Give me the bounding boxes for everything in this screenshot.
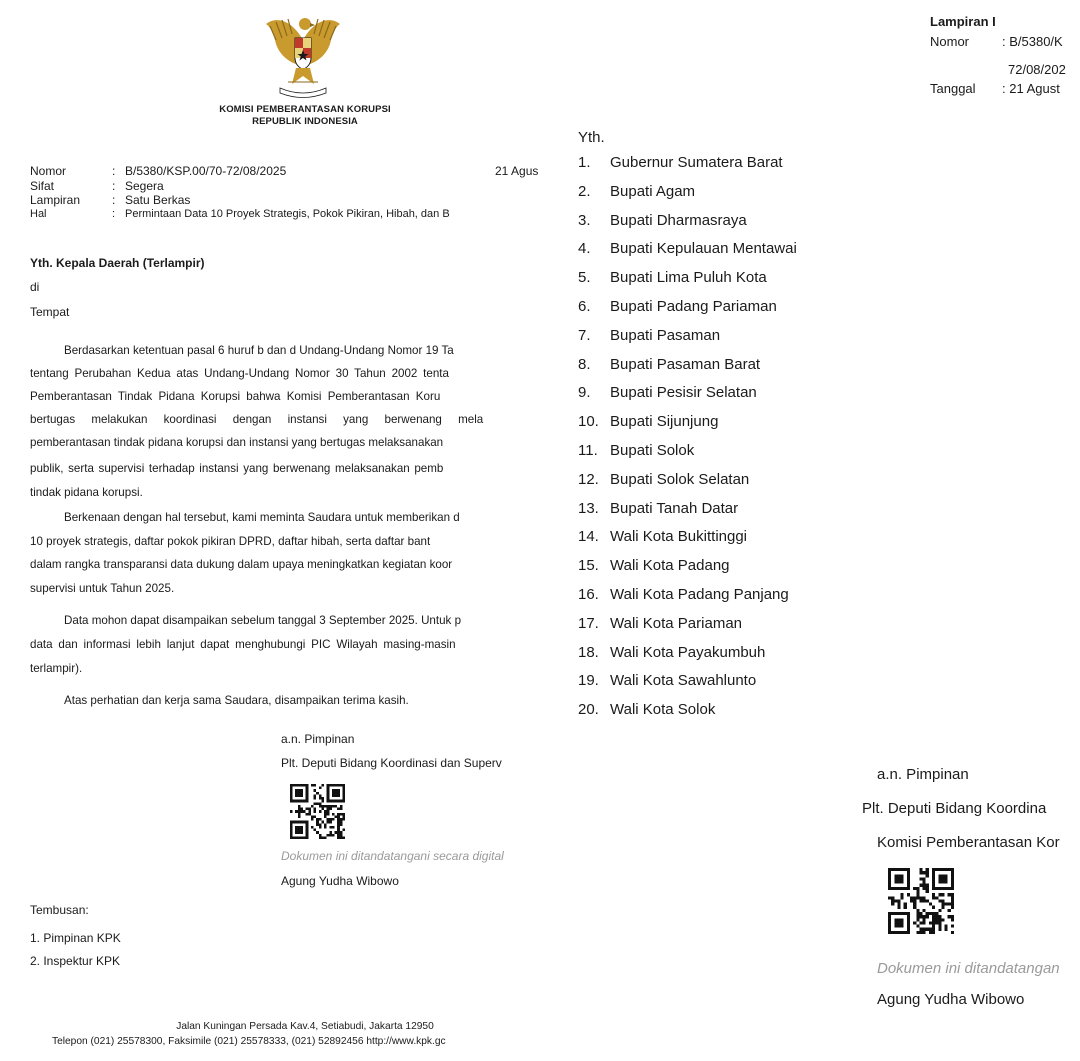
meta-value: Segera bbox=[125, 179, 164, 193]
footer-contact: Telepon (021) 25578300, Faksimile (021) 25578333, (021) 52892456 http://www.kpk.gc bbox=[52, 1036, 446, 1047]
list-item bbox=[578, 154, 783, 171]
footer-address: Jalan Kuningan Persada Kav.4, Setiabudi, Jakarta 12950 bbox=[176, 1021, 434, 1032]
list-item-number: 13. bbox=[578, 499, 599, 517]
list-item bbox=[578, 701, 715, 718]
list-item bbox=[578, 615, 742, 632]
list-item-name: Bupati Tanah Datar bbox=[610, 499, 739, 517]
cc-title: Tembusan: bbox=[30, 903, 89, 917]
letter-date: 21 Agus bbox=[495, 164, 539, 178]
para2-line: Berkenaan dengan hal tersebut, kami meminta Saudara untuk memberikan d bbox=[64, 511, 460, 524]
para1-line: Pemberantasan Tindak Pidana Korupsi bahwa Komisi Pemberantasan Koru bbox=[30, 390, 441, 403]
list-item bbox=[578, 240, 797, 257]
recipient-di: di bbox=[30, 280, 40, 294]
sig-position: Plt. Deputi Bidang Koordina bbox=[862, 800, 1047, 817]
list-item-number: 17. bbox=[578, 614, 599, 632]
meta-value: Permintaan Data 10 Proyek Strategis, Pokok Pikiran, Hibah, dan B bbox=[125, 208, 450, 220]
attachment-nomor-label: Nomor bbox=[930, 34, 970, 49]
list-item-number: 5. bbox=[578, 269, 591, 287]
list-item-number: 7. bbox=[578, 326, 591, 344]
page-divider bbox=[540, 0, 548, 1061]
sig-position: Plt. Deputi Bidang Koordinasi dan Superv bbox=[281, 756, 502, 770]
list-item-name: Bupati Pesisir Selatan bbox=[610, 384, 757, 402]
recipient-tempat: Tempat bbox=[30, 305, 70, 319]
list-item-number: 11. bbox=[578, 442, 598, 459]
list-item-name: Bupati Dharmasraya bbox=[610, 211, 747, 229]
para3-line: Data mohon dapat disampaikan sebelum tanggal 3 September 2025. Untuk p bbox=[64, 614, 462, 627]
list-item bbox=[578, 212, 747, 229]
list-item bbox=[578, 269, 767, 286]
list-item-name: Bupati Sijunjung bbox=[610, 413, 719, 431]
meta-value: Satu Berkas bbox=[125, 193, 191, 207]
list-item bbox=[578, 413, 718, 430]
meta-value: B/5380/KSP.00/70-72/08/2025 bbox=[125, 164, 287, 178]
list-item-name: Wali Kota Padang bbox=[610, 557, 730, 575]
qr-code-icon bbox=[888, 868, 954, 934]
list-item-number: 10. bbox=[578, 413, 599, 431]
garuda-emblem-icon bbox=[262, 10, 344, 100]
para1-line: bertugas melakukan koordinasi dengan instansi yang berwenang mela bbox=[30, 413, 484, 426]
sig-an-pimpinan: a.n. Pimpinan bbox=[877, 766, 969, 783]
meta-label: Lampiran bbox=[30, 193, 81, 207]
sig-an-pimpinan: a.n. Pimpinan bbox=[281, 732, 355, 746]
list-item-name: Bupati Agam bbox=[610, 182, 696, 200]
meta-sep: : bbox=[112, 193, 116, 207]
list-item-number: 1. bbox=[578, 154, 591, 171]
meta-hal bbox=[30, 207, 450, 221]
para1-line: pemberantasan tindak pidana korupsi dan instansi yang bertugas melaksanakan bbox=[30, 436, 444, 449]
list-item-name: Bupati Solok bbox=[610, 442, 695, 459]
para1-line: tentang Perubahan Kedua atas Undang-Undang Nomor 30 Tahun 2002 tenta bbox=[30, 367, 449, 380]
attachment-page bbox=[548, 0, 1080, 1061]
list-item-name: Bupati Kepulauan Mentawai bbox=[610, 240, 797, 258]
org-name-line1: KOMISI PEMBERANTASAN KORUPSI bbox=[219, 104, 391, 115]
digital-signature-note: Dokumen ini ditandatangani secara digital bbox=[281, 849, 504, 863]
sig-institution: Komisi Pemberantasan Kor bbox=[877, 834, 1060, 851]
cc-item: 2. Inspektur KPK bbox=[30, 954, 121, 968]
list-item-number: 12. bbox=[578, 470, 599, 488]
list-item-name: Wali Kota Sawahlunto bbox=[610, 672, 757, 690]
list-item-number: 19. bbox=[578, 672, 599, 690]
attachment-nomor-value2: 72/08/202 bbox=[1008, 62, 1066, 77]
list-item-number: 20. bbox=[578, 701, 599, 719]
list-item-number: 18. bbox=[578, 643, 599, 661]
signer-name: Agung Yudha Wibowo bbox=[877, 991, 1025, 1008]
meta-label: Nomor bbox=[30, 164, 67, 178]
signer-name: Agung Yudha Wibowo bbox=[281, 874, 399, 888]
list-item bbox=[578, 528, 747, 545]
meta-sep: : bbox=[112, 164, 116, 178]
list-item bbox=[578, 557, 730, 574]
meta-sep: : bbox=[112, 208, 116, 220]
para1-line: publik, serta supervisi terhadap instansi yang berwenang melaksanakan pemb bbox=[30, 462, 444, 475]
meta-label: Sifat bbox=[30, 179, 55, 193]
para2-line: dalam rangka transparansi data dukung dalam upaya meningkatkan kegiatan koor bbox=[30, 558, 453, 571]
list-item bbox=[578, 471, 749, 488]
para1-line: Berdasarkan ketentuan pasal 6 huruf b dan d Undang-Undang Nomor 19 Ta bbox=[64, 344, 454, 357]
attachment-nomor-value: : B/5380/K bbox=[1002, 34, 1063, 49]
list-item bbox=[578, 327, 720, 344]
para3-line: terlampir). bbox=[30, 662, 83, 675]
para2-line: 10 proyek strategis, daftar pokok pikiran DPRD, daftar hibah, serta daftar bant bbox=[30, 535, 431, 548]
para4-line: Atas perhatian dan kerja sama Saudara, disampaikan terima kasih. bbox=[64, 694, 409, 707]
meta-lampiran bbox=[30, 193, 190, 207]
meta-sifat bbox=[30, 179, 164, 193]
list-item bbox=[578, 183, 695, 200]
list-item-name: Wali Kota Pariaman bbox=[610, 614, 742, 632]
list-item-number: 3. bbox=[578, 211, 591, 229]
para3-line: data dan informasi lebih lanjut dapat menghubungi PIC Wilayah masing-masin bbox=[30, 638, 456, 651]
para1-line: tindak pidana korupsi. bbox=[30, 486, 143, 499]
qr-code-icon bbox=[290, 784, 345, 839]
org-name-line2: REPUBLIK INDONESIA bbox=[252, 116, 358, 127]
list-item-name: Wali Kota Padang Panjang bbox=[610, 586, 789, 603]
digital-signature-note: Dokumen ini ditandatangan bbox=[877, 960, 1060, 977]
list-item-number: 2. bbox=[578, 182, 591, 200]
list-item bbox=[578, 586, 789, 603]
attachment-tanggal-label: Tanggal bbox=[930, 81, 976, 96]
attachment-title: Lampiran I bbox=[930, 14, 996, 29]
recipient-heading: Yth. Kepala Daerah (Terlampir) bbox=[30, 256, 205, 270]
meta-nomor bbox=[30, 164, 286, 178]
list-item-number: 15. bbox=[578, 557, 599, 575]
list-item bbox=[578, 672, 756, 689]
list-item-name: Bupati Solok Selatan bbox=[610, 470, 750, 488]
list-item bbox=[578, 442, 694, 459]
list-item-number: 8. bbox=[578, 355, 591, 373]
list-item-number: 6. bbox=[578, 298, 591, 315]
list-item-number: 16. bbox=[578, 586, 599, 603]
yth-label: Yth. bbox=[578, 129, 605, 146]
list-item-number: 4. bbox=[578, 240, 591, 258]
list-item bbox=[578, 356, 760, 373]
list-item-name: Bupati Lima Puluh Kota bbox=[610, 269, 767, 287]
list-item bbox=[578, 644, 765, 661]
meta-label: Hal bbox=[30, 208, 47, 220]
list-item-name: Gubernur Sumatera Barat bbox=[610, 154, 783, 171]
list-item-number: 14. bbox=[578, 528, 599, 546]
meta-sep: : bbox=[112, 179, 116, 193]
list-item-name: Bupati Pasaman Barat bbox=[610, 355, 761, 373]
list-item-number: 9. bbox=[578, 384, 591, 402]
para2-line: supervisi untuk Tahun 2025. bbox=[30, 582, 175, 595]
list-item-name: Wali Kota Payakumbuh bbox=[610, 643, 766, 661]
list-item-name: Bupati Pasaman bbox=[610, 326, 721, 344]
cc-item: 1. Pimpinan KPK bbox=[30, 931, 121, 945]
list-item bbox=[578, 384, 757, 401]
attachment-tanggal-value: : 21 Agust bbox=[1002, 81, 1060, 96]
list-item-name: Bupati Padang Pariaman bbox=[610, 298, 777, 315]
list-item-name: Wali Kota Solok bbox=[610, 701, 716, 719]
list-item bbox=[578, 298, 777, 315]
list-item bbox=[578, 500, 738, 517]
list-item-name: Wali Kota Bukittinggi bbox=[610, 528, 748, 546]
